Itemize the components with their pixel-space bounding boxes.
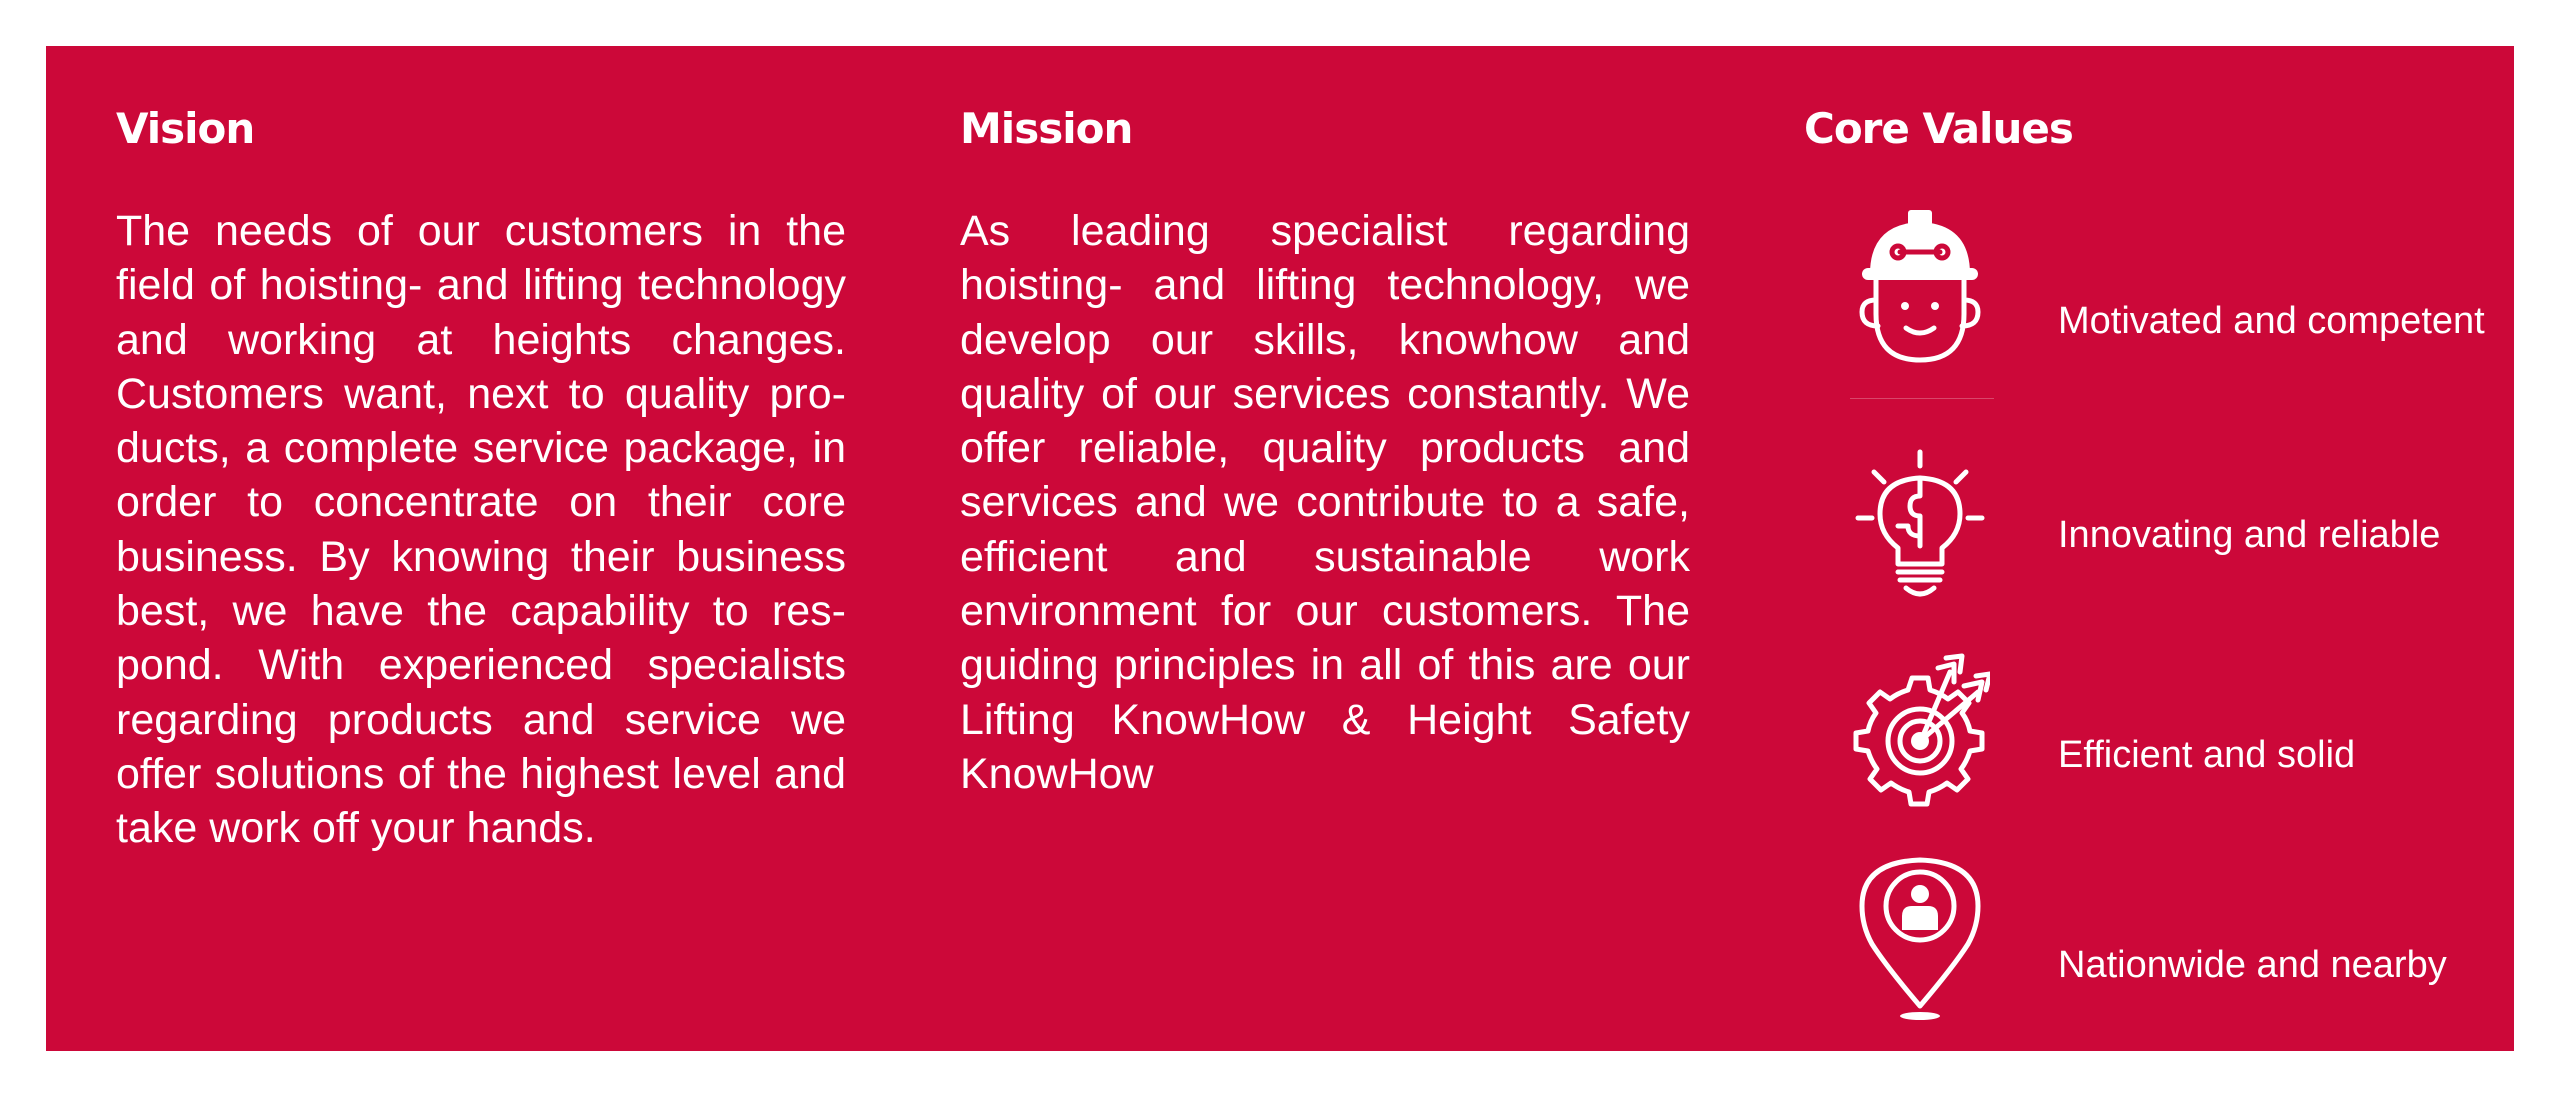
vision-body: The needs of our customers in the field of hoisting- and lifting technology and working at heights changes. Customers want, next to quality products, a complete service package, in order to concentrate on their core business. By knowing their business best, we have the capability to respond. With experienced specialists regarding products and service we offer solutions of the highest level and take work off your hands.	[116, 207, 846, 853]
worker-helmet-icon	[1850, 196, 1990, 406]
mission-body: As leading specialist regarding hoisting- and lifting technology, we develop our skills, knowhow and quality of our services constantly. We offer reliable, quality products and services and we contribute to a safe, efficient and sustainable work environment for our customers. The guiding principles in all of this are our Lifting KnowHow & Height Safety KnowHow	[960, 207, 1690, 798]
core-value-item	[1804, 606, 2484, 826]
location-pin-person-icon	[1850, 806, 1990, 1026]
core-value-item	[1804, 396, 2484, 616]
core-value-label: Efficient and solid	[2058, 734, 2356, 776]
core-value-item	[1804, 806, 2484, 1026]
gear-target-icon	[1850, 606, 1990, 826]
core-value-label: Nationwide and nearby	[2058, 944, 2447, 986]
core-value-item	[1804, 196, 2484, 406]
vision-heading: Vision	[116, 104, 255, 153]
mission-vision-panel	[46, 46, 2514, 1051]
mission-heading: Mission	[960, 104, 1133, 153]
core-value-label: Innovating and reliable	[2058, 514, 2441, 556]
core-value-label: Motivated and competent	[2058, 300, 2485, 342]
core-values-heading: Core Values	[1804, 104, 2073, 153]
lightbulb-puzzle-icon	[1850, 396, 1990, 616]
